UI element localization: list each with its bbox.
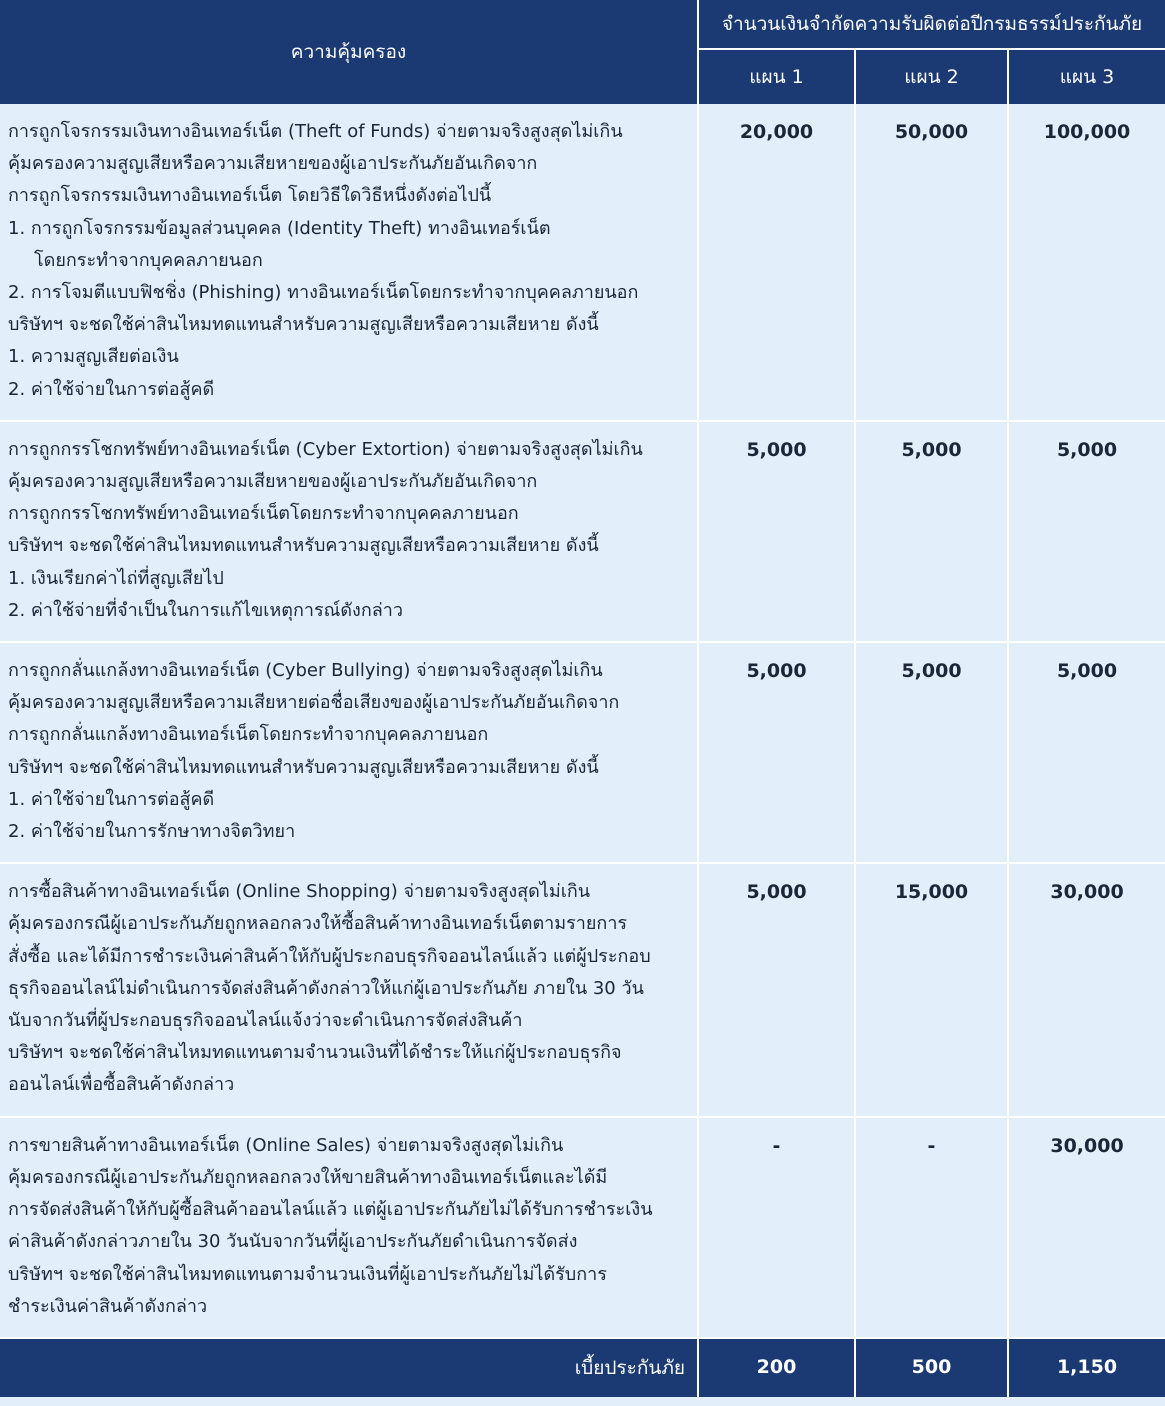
description-line: คุ้มครองกรณีผู้เอาประกันภัยถูกหลอกลวงให้ขายสินค้าทางอินเทอร์เน็ตและได้มี xyxy=(8,1166,608,1188)
description-line: 2. ค่าใช้จ่ายในการรักษาทางจิตวิทยา xyxy=(8,821,296,843)
description-line: การถูกกลั่นแกล้งทางอินเทอร์เน็ตโดยกระทำจากบุคคลภายนอก xyxy=(8,724,489,746)
description-line: การขายสินค้าทางอินเทอร์เน็ต (Online Sales) จ่ายตามจริงสูงสุดไม่เกิน xyxy=(8,1134,564,1156)
description-line: การถูกกลั่นแกล้งทางอินเทอร์เน็ต (Cyber Bullying) จ่ายตามจริงสูงสุดไม่เกิน xyxy=(8,660,603,682)
plan-1-header: แผน 1 xyxy=(698,49,855,104)
plan-2-value: 50,000 xyxy=(855,104,1008,421)
description-line: การจัดส่งสินค้าให้กับผู้ซื้อสินค้าออนไลน์แล้ว แต่ผู้เอาประกันภัยไม่ได้รับการชำระเงิน xyxy=(8,1199,653,1221)
description-line: 1. ค่าใช้จ่ายในการต่อสู้คดี xyxy=(8,788,215,810)
description-line: ชำระเงินค่าสินค้าดังกล่าว xyxy=(8,1295,208,1317)
plan-3-value: 5,000 xyxy=(1008,642,1165,863)
plan-3-header: แผน 3 xyxy=(1008,49,1165,104)
plan-2-value: 5,000 xyxy=(855,421,1008,642)
plan-2-value: 15,000 xyxy=(855,863,1008,1116)
description-line: 1. เงินเรียกค่าไถ่ที่สูญเสียไป xyxy=(8,567,224,589)
description-line: บริษัทฯ จะชดใช้ค่าสินไหมทดแทนสำหรับความสูญเสียหรือความเสียหาย ดังนี้ xyxy=(8,314,599,336)
plan-3-value: 30,000 xyxy=(1008,1117,1165,1338)
description-line: 2. การโจมตีแบบฟิชชิ่ง (Phishing) ทางอินเทอร์เน็ตโดยกระทำจากบุคคลภายนอก xyxy=(8,282,639,304)
coverage-description xyxy=(0,421,698,642)
table-row xyxy=(0,1117,1165,1338)
plan-1-value: 5,000 xyxy=(698,863,855,1116)
description-line: 2. ค่าใช้จ่ายในการต่อสู้คดี xyxy=(8,378,215,400)
description-line: การถูกกรรโชกทรัพย์ทางอินเทอร์เน็ตโดยกระทำจากบุคคลภายนอก xyxy=(8,503,519,525)
description-line: บริษัทฯ จะชดใช้ค่าสินไหมทดแทนตามจำนวนเงินที่ได้ชำระให้แก่ผู้ประกอบธุรกิจ xyxy=(8,1042,622,1064)
plan-2-value: 5,000 xyxy=(855,642,1008,863)
plan-2-header: แผน 2 xyxy=(855,49,1008,104)
coverage-rows xyxy=(0,104,1165,1397)
plan-1-value: 20,000 xyxy=(698,104,855,421)
plan-1-premium: 200 xyxy=(698,1338,855,1397)
description-line: การถูกโจรกรรมเงินทางอินเทอร์เน็ต โดยวิธีใดวิธีหนึ่งดังต่อไปนี้ xyxy=(8,185,492,207)
limit-column-header: จำนวนเงินจำกัดความรับผิดต่อปีกรมธรรม์ประกันภัย xyxy=(698,0,1165,49)
premium-row xyxy=(0,1338,1165,1397)
plan-1-value: 5,000 xyxy=(698,421,855,642)
description-line: ออนไลน์เพื่อซื้อสินค้าดังกล่าว xyxy=(8,1074,235,1096)
coverage-description xyxy=(0,642,698,863)
plan-3-value: 30,000 xyxy=(1008,863,1165,1116)
description-line: 1. การถูกโจรกรรมข้อมูลส่วนบุคคล (Identity Theft) ทางอินเทอร์เน็ต xyxy=(8,217,551,239)
plan-3-value: 5,000 xyxy=(1008,421,1165,642)
description-line: การถูกกรรโชกทรัพย์ทางอินเทอร์เน็ต (Cyber Extortion) จ่ายตามจริงสูงสุดไม่เกิน xyxy=(8,438,643,460)
plan-2-premium: 500 xyxy=(855,1338,1008,1397)
description-line: คุ้มครองความสูญเสียหรือความเสียหายต่อชื่อเสียงของผู้เอาประกันภัยอันเกิดจาก xyxy=(8,692,620,714)
description-line: ค่าสินค้าดังกล่าวภายใน 30 วันนับจากวันที่ผู้เอาประกันภัยดำเนินการจัดส่ง xyxy=(8,1231,578,1253)
plan-1-value: - xyxy=(698,1117,855,1338)
description-line: นับจากวันที่ผู้ประกอบธุรกิจออนไลน์แจ้งว่าจะดำเนินการจัดส่งสินค้า xyxy=(8,1010,523,1032)
table-row xyxy=(0,863,1165,1116)
premium-label: เบี้ยประกันภัย xyxy=(0,1338,698,1397)
plan-1-value: 5,000 xyxy=(698,642,855,863)
plan-3-value: 100,000 xyxy=(1008,104,1165,421)
coverage-description xyxy=(0,863,698,1116)
coverage-description xyxy=(0,104,698,421)
description-line: การซื้อสินค้าทางอินเทอร์เน็ต (Online Shopping) จ่ายตามจริงสูงสุดไม่เกิน xyxy=(8,881,591,903)
table-row xyxy=(0,104,1165,421)
description-line: ธุรกิจออนไลน์ไม่ดำเนินการจัดส่งสินค้าดังกล่าวให้แก่ผู้เอาประกันภัย ภายใน 30 วัน xyxy=(8,977,644,999)
coverage-column-header: ความคุ้มครอง xyxy=(0,0,698,104)
description-line: โดยกระทำจากบุคคลภายนอก xyxy=(34,249,263,271)
description-line: 2. ค่าใช้จ่ายที่จำเป็นในการแก้ไขเหตุการณ์ดังกล่าว xyxy=(8,599,403,621)
description-line: บริษัทฯ จะชดใช้ค่าสินไหมทดแทนตามจำนวนเงินที่ผู้เอาประกันภัยไม่ได้รับการ xyxy=(8,1263,607,1285)
description-line: คุ้มครองกรณีผู้เอาประกันภัยถูกหลอกลวงให้ซื้อสินค้าทางอินเทอร์เน็ตตามรายการ xyxy=(8,913,628,935)
description-line: คุ้มครองความสูญเสียหรือความเสียหายของผู้เอาประกันภัยอันเกิดจาก xyxy=(8,471,538,493)
description-line: การถูกโจรกรรมเงินทางอินเทอร์เน็ต (Theft of Funds) จ่ายตามจริงสูงสุดไม่เกิน xyxy=(8,121,623,142)
description-line: บริษัทฯ จะชดใช้ค่าสินไหมทดแทนสำหรับความสูญเสียหรือความเสียหาย ดังนี้ xyxy=(8,756,599,778)
plan-3-premium: 1,150 xyxy=(1008,1338,1165,1397)
description-line: 1. ความสูญเสียต่อเงิน xyxy=(8,346,179,368)
table-row xyxy=(0,642,1165,863)
description-line: คุ้มครองความสูญเสียหรือความเสียหายของผู้เอาประกันภัยอันเกิดจาก xyxy=(8,153,538,175)
table-row xyxy=(0,421,1165,642)
coverage-description xyxy=(0,1117,698,1338)
description-line: สั่งซื้อ และได้มีการชำระเงินค่าสินค้าให้กับผู้ประกอบธุรกิจออนไลน์แล้ว แต่ผู้ประกอบ xyxy=(8,945,651,967)
description-line: บริษัทฯ จะชดใช้ค่าสินไหมทดแทนสำหรับความสูญเสียหรือความเสียหาย ดังนี้ xyxy=(8,535,599,557)
plan-2-value: - xyxy=(855,1117,1008,1338)
